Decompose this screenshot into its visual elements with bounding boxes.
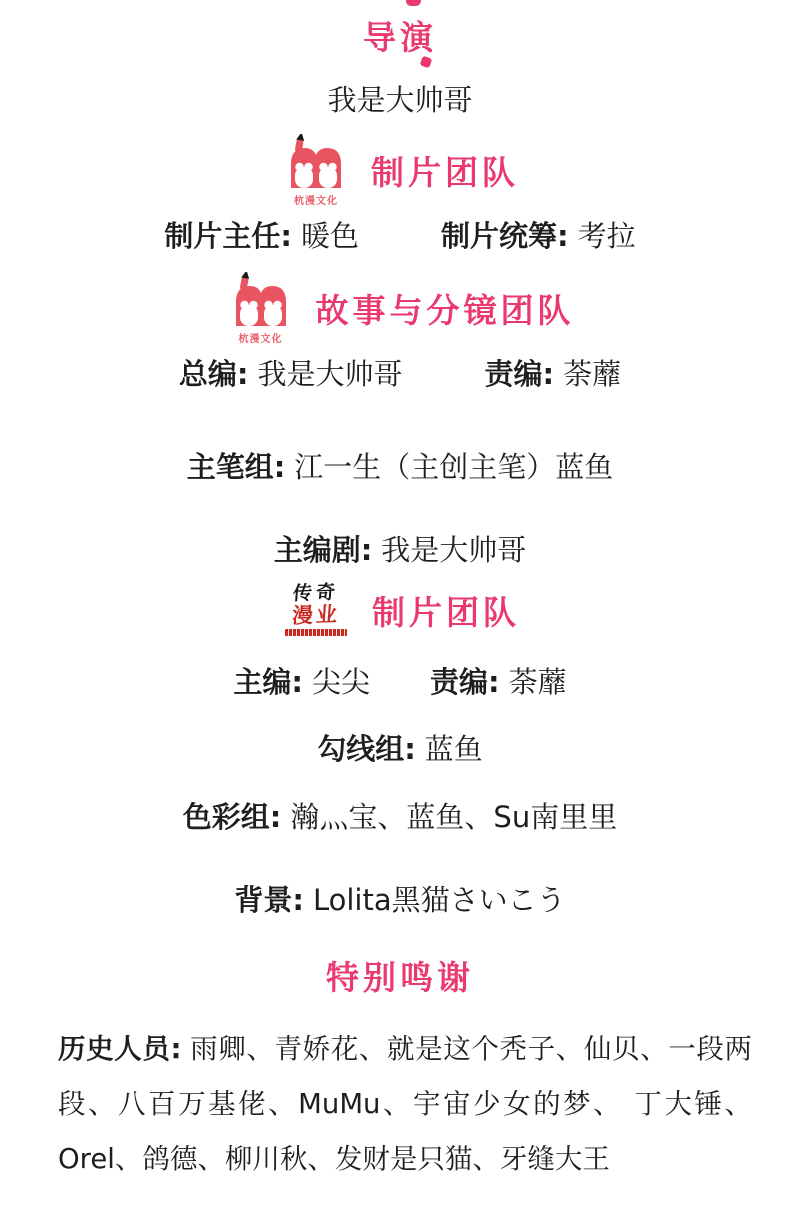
production-manager: 制片主任: 暖色 xyxy=(164,219,359,253)
history-staff-names: 雨卿、青娇花、就是这个秃子、仙贝、一段两段、八百万基佬、MuMu、宇宙少女的梦、 丁大锤、Orel、鸽德、柳川秋、发财是只猫、牙缝大王 xyxy=(58,1033,752,1175)
responsible-editor: 责编: 荼蘼 xyxy=(484,357,622,391)
coloring-row: 色彩组: 瀚灬宝、蓝鱼、Su南里里 xyxy=(182,800,618,834)
history-staff-label: 历史人员: xyxy=(58,1033,182,1065)
special-thanks-paragraph xyxy=(58,1022,752,1187)
story-team-heading: 故事与分镜团队 xyxy=(315,291,575,330)
lead-artist-row: 主笔组: 江一生（主创主笔）蓝鱼 xyxy=(186,450,614,484)
legend-team-heading: 制片团队 xyxy=(372,592,520,632)
hangman-culture-logo xyxy=(226,272,296,345)
lineart-row: 勾线组: 蓝鱼 xyxy=(317,732,483,766)
production-staff-row xyxy=(0,214,800,255)
hangman-logo-caption: 杭漫文化 xyxy=(294,196,338,207)
background-art-row: 背景: Lolita黑猫さいこう xyxy=(234,883,566,917)
legend-production-header xyxy=(0,581,800,636)
story-editors-row xyxy=(0,352,800,393)
hangman-logo-caption: 杭漫文化 xyxy=(238,334,283,345)
hangman-culture-logo xyxy=(281,134,351,207)
director-heading: 导演 xyxy=(363,18,437,57)
decorative-pink-mark-top xyxy=(406,0,421,6)
hangman-m-paw-icon xyxy=(229,272,293,332)
chief-editor: 总编: 我是大帅哥 xyxy=(178,357,403,391)
production-team-heading: 制片团队 xyxy=(371,153,519,192)
legend-editors-row xyxy=(0,660,800,701)
hangman-m-paw-icon xyxy=(284,134,348,194)
story-team-header xyxy=(0,272,800,345)
screenwriter-row: 主编剧: 我是大帅哥 xyxy=(273,533,527,567)
legend-chief-editor: 主编: 尖尖 xyxy=(233,665,370,699)
legend-manye-logo xyxy=(280,581,352,636)
production-coordinator: 制片统筹: 考拉 xyxy=(441,219,636,253)
legend-logo-banner xyxy=(285,629,347,636)
special-thanks-heading: 特别鸣谢 xyxy=(326,958,474,997)
legend-logo-top-text: 传奇 xyxy=(292,581,340,605)
legend-responsible-editor: 责编: 荼蘼 xyxy=(430,665,567,699)
hangman-production-header xyxy=(0,134,800,207)
director-name: 我是大帅哥 xyxy=(327,83,473,117)
legend-logo-bottom-text: 漫业 xyxy=(291,602,341,628)
